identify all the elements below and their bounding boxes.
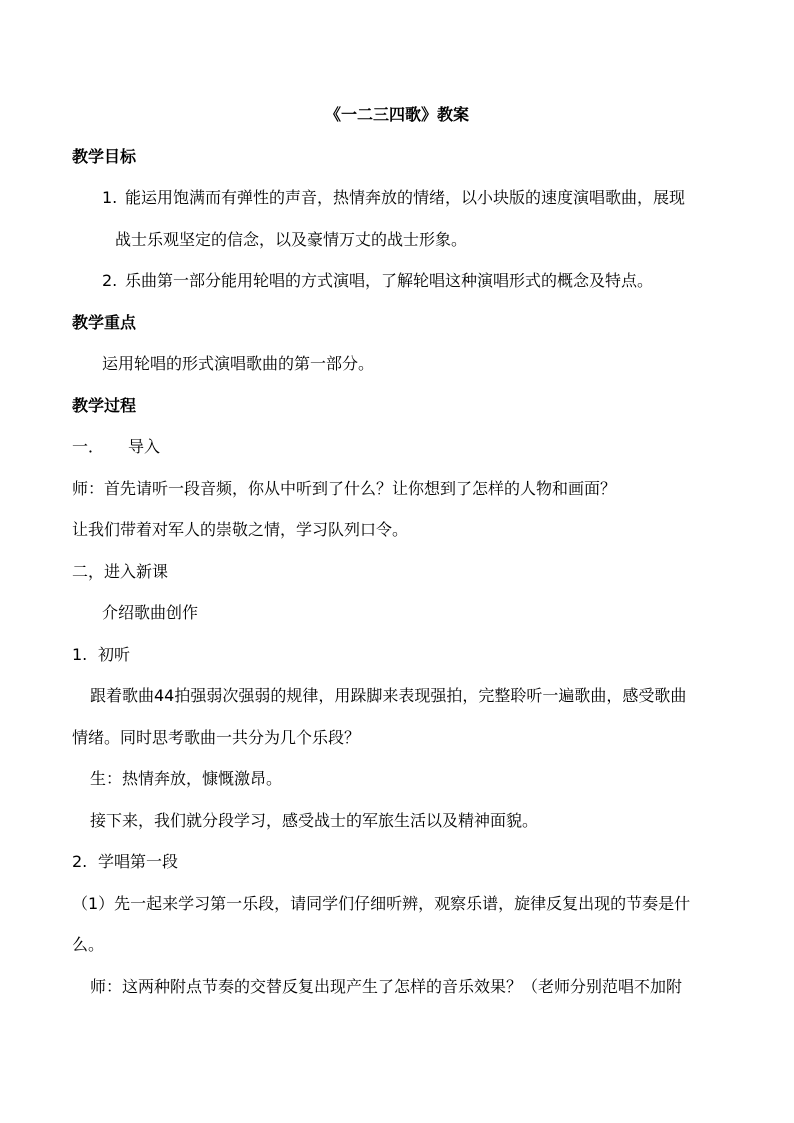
- paragraph-8: 师：这两种附点节奏的交替反复出现产生了怎样的音乐效果？（老师分别范唱不加附: [90, 977, 683, 996]
- goals-heading: 教学目标: [72, 147, 137, 166]
- paragraph-7-line-1: （1）先一起来学习第一乐段，请同学们仔细听辨，观察乐谱，旋律反复出现的节奏是什: [72, 894, 691, 913]
- paragraph-6: 接下来，我们就分段学习，感受战士的军旅生活以及精神面貌。: [90, 811, 539, 830]
- process-heading: 教学过程: [72, 396, 137, 415]
- goal-2-number: 2.: [102, 271, 118, 290]
- goal-1-line-1: 能运用饱满而有弹性的声音，热情奔放的情绪，以小块版的速度演唱歌曲，展现: [125, 188, 686, 207]
- focus-text: 运用轮唱的形式演唱歌曲的第一部分。: [102, 354, 375, 373]
- paragraph-5: 生：热情奔放，慷慨激昂。: [90, 769, 283, 788]
- goal-1-line-2: 战士乐观坚定的信念，以及豪情万丈的战士形象。: [115, 230, 468, 249]
- paragraph-7-line-2: 么。: [72, 935, 105, 954]
- step-1-label: 导入: [128, 437, 161, 456]
- paragraph-4-line-2: 情绪。同时思考歌曲一共分为几个乐段？: [72, 728, 361, 747]
- paragraph-4-line-1: 跟着歌曲44拍强弱次强弱的规律，用跺脚来表现强拍，完整聆听一遍歌曲，感受歌曲: [90, 686, 687, 705]
- step-1-number: 一．: [72, 437, 105, 456]
- step-2-heading: 二，进入新课: [72, 562, 169, 581]
- paragraph-2: 让我们带着对军人的崇敬之情，学习队列口令。: [72, 520, 409, 539]
- sub-2-number: 2.: [72, 852, 88, 871]
- document-title: 《一二三四歌》教案: [324, 105, 469, 124]
- focus-heading: 教学重点: [72, 313, 137, 332]
- goal-2-line-1: 乐曲第一部分能用轮唱的方式演唱，了解轮唱这种演唱形式的概念及特点。: [125, 271, 654, 290]
- sub-1-label: 初听: [98, 645, 131, 664]
- sub-2-label: 学唱第一段: [98, 852, 179, 871]
- goal-1-number: 1.: [102, 188, 118, 207]
- paragraph-3: 介绍歌曲创作: [102, 603, 199, 622]
- sub-1-number: 1.: [72, 645, 88, 664]
- paragraph-1: 师：首先请听一段音频，你从中听到了什么？让你想到了怎样的人物和画面？: [72, 479, 617, 498]
